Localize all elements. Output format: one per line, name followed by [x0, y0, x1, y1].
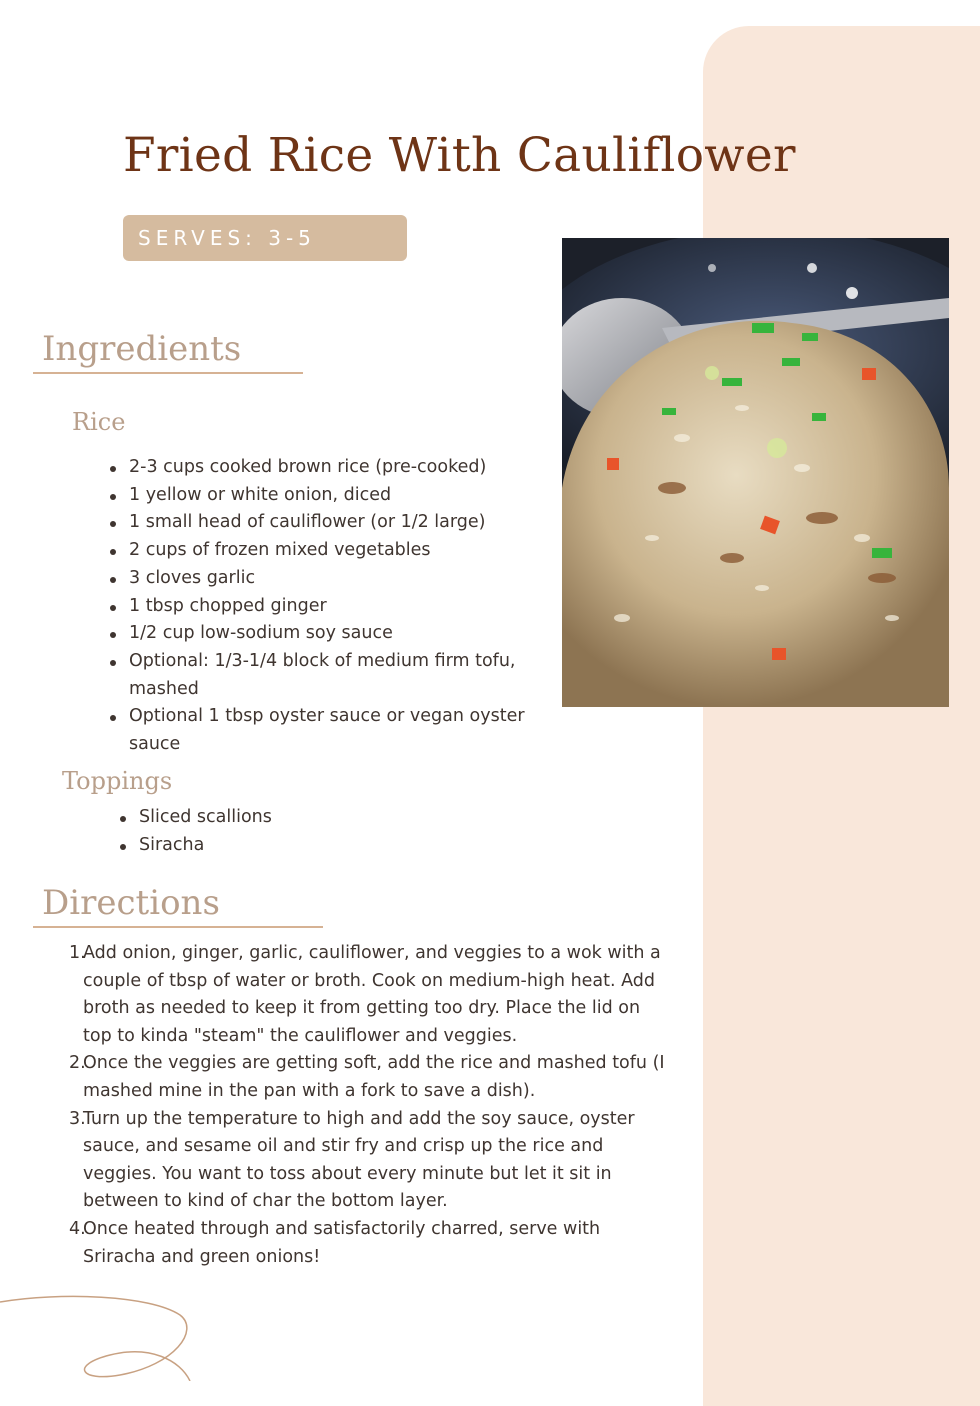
- decorative-swirl-icon: [0, 1290, 200, 1381]
- list-item: Optional 1 tbsp oyster sauce or vegan oyster sauce: [129, 703, 559, 758]
- step-number: 2.: [69, 1053, 86, 1074]
- direction-step: [69, 1050, 673, 1105]
- ingredients-heading: Ingredients: [42, 329, 242, 369]
- recipe-title: Fried Rice With Cauliflower: [123, 128, 796, 183]
- directions-divider: [33, 926, 323, 928]
- directions-heading: Directions: [42, 883, 220, 923]
- direction-step: [69, 1216, 673, 1271]
- fried-rice-photo: [562, 238, 949, 707]
- list-item: Siracha: [139, 832, 439, 860]
- step-text: Once heated through and satisfactorily charred, serve with Sriracha and green onions!: [83, 1218, 601, 1267]
- toppings-list: [139, 804, 439, 859]
- rice-ingredient-list: [129, 454, 559, 759]
- serves-badge: SERVES: 3-5: [123, 215, 407, 261]
- list-item: 2 cups of frozen mixed vegetables: [129, 537, 559, 565]
- list-item: 2-3 cups cooked brown rice (pre-cooked): [129, 454, 559, 482]
- step-text: Turn up the temperature to high and add the soy sauce, oyster sauce, and sesame oil and stir fry and crisp up the rice and veggies. You want to toss about every minute but let it sit in between to kind of char the bottom layer.: [83, 1108, 635, 1212]
- list-item: 1 tbsp chopped ginger: [129, 593, 559, 621]
- ingredients-divider: [33, 372, 303, 374]
- list-item: 1 yellow or white onion, diced: [129, 482, 559, 510]
- step-text: Once the veggies are getting soft, add the rice and mashed tofu (I mashed mine in the pan with a fork to save a dish).: [83, 1053, 665, 1101]
- list-item: 1 small head of cauliflower (or 1/2 large): [129, 509, 559, 537]
- step-number: 3.: [69, 1108, 86, 1129]
- step-number: 1.: [69, 943, 86, 963]
- step-text: Add onion, ginger, garlic, cauliflower, and veggies to a wok with a couple of tbsp of water or broth. Cook on medium-high heat. Add broth as needed to keep it from getting too dry. Place the lid on top to kinda "steam" the cauliflower and veggies.: [83, 943, 661, 1046]
- toppings-subheading: Toppings: [62, 767, 173, 795]
- direction-step: [69, 1106, 673, 1216]
- list-item: Optional: 1/3-1/4 block of medium firm tofu, mashed: [129, 648, 559, 703]
- rice-subheading: Rice: [72, 408, 126, 436]
- list-item: 3 cloves garlic: [129, 565, 559, 593]
- directions-list: [69, 940, 673, 1271]
- list-item: 1/2 cup low-sodium soy sauce: [129, 620, 559, 648]
- direction-step: [69, 940, 673, 1050]
- list-item: Sliced scallions: [139, 804, 439, 832]
- step-number: 4.: [69, 1218, 86, 1239]
- side-panel-background: [703, 26, 980, 1406]
